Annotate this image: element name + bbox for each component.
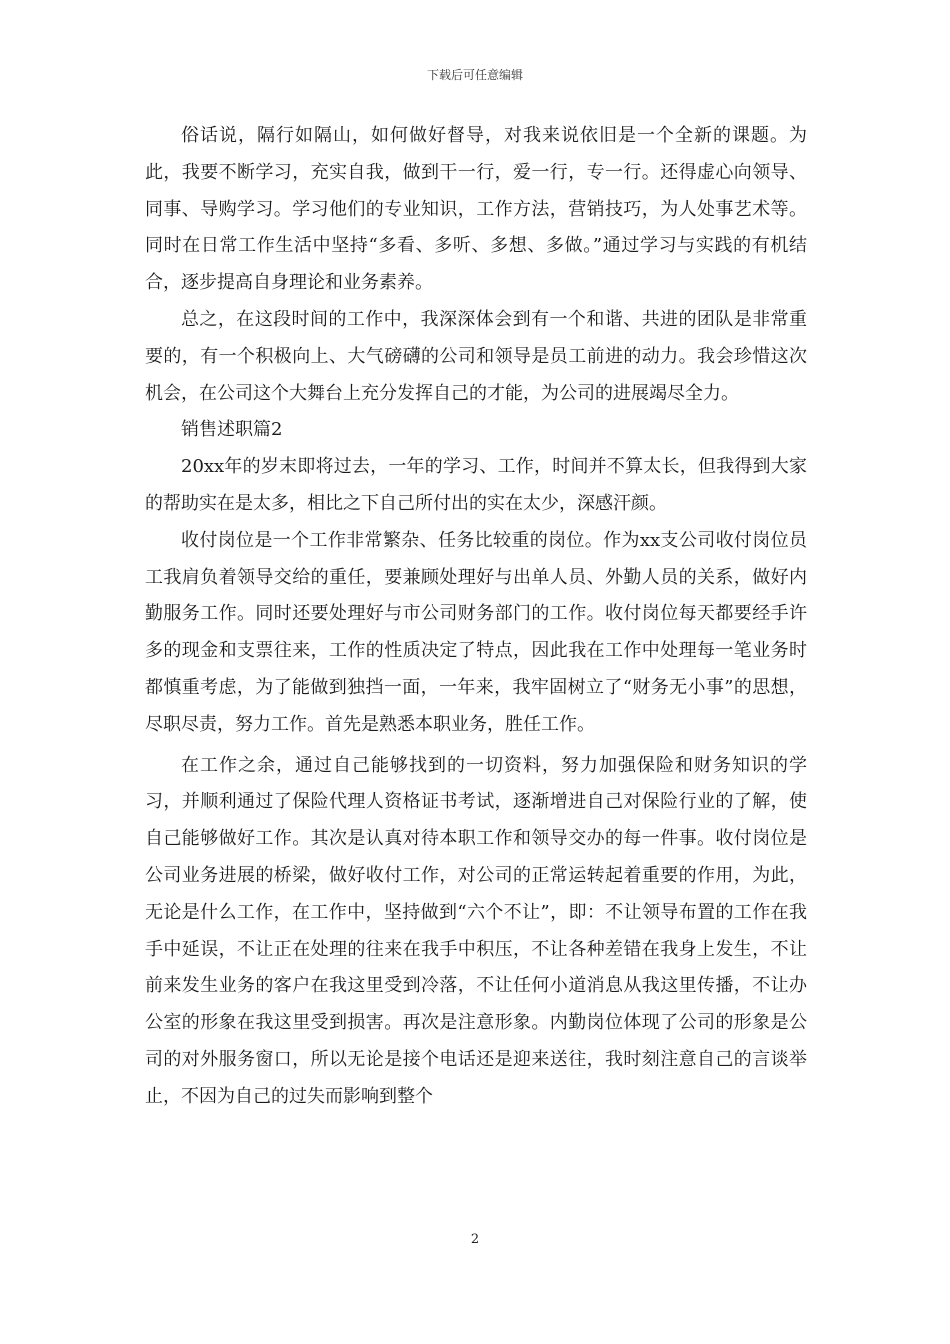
paragraph-work-spare-time: 在工作之余，通过自己能够找到的一切资料，努力加强保险和财务知识的学习，并顺利通过了保险代理人资格证书考试，逐渐增进自己对保险行业的了解，使自己能够做好工作。其次是认真对待本职工作和领导交办的每一件事。收付岗位是公司业务进展的桥梁，做好收付工作，对公司的正常运转起着重要的作用，为此，无论是什么工作，在工作中，坚持做到“六个不让”，即：不让领导布置的工作在我手中延误，不让正在处理的往来在我手中积压，不让各种差错在我身上发生，不让前来发生业务的客户在我这里受到冷落，不让任何小道消息从我这里传播，不让办公室的形象在我这里受到损害。再次是注意形象。内勤岗位体现了公司的形象是公司的对外服务窗口，所以无论是接个电话还是迎来送往，我时刻注意自己的言谈举止，不因为自己的过失而影响到整个 (145, 754, 807, 1107)
paragraph-summary: 总之，在这段时间的工作中，我深深体会到有一个和谐、共进的团队是非常重要的，有一个积极向上、大气磅礴的公司和领导是员工前进的动力。我会珍惜这次机会，在公司这个大舞台上充分发挥自己的才能，为公司的进展竭尽全力。 (145, 308, 807, 404)
section-heading: 销售述职篇2 (181, 419, 283, 441)
page-number: 2 (470, 1232, 480, 1247)
paragraph-year-end: 20xx年的岁末即将过去，一年的学习、工作，时间并不算太长，但我得到大家的帮助实在是太多，相比之下自己所付出的实在太少，深感汗颜。 (145, 456, 807, 514)
document-body (145, 118, 807, 1116)
paragraph-cashier-role: 收付岗位是一个工作非常繁杂、任务比较重的岗位。作为xx支公司收付岗位员工我肩负着领导交给的重任，要兼顾处理好与出单人员、外勤人员的关系，做好内勤服务工作。同时还要处理好与市公司财务部门的工作。收付岗位每天都要经手许多的现金和支票往来，工作的性质决定了特点，因此我在工作中处理每一笔业务时都慎重考虑，为了能做到独挡一面，一年来，我牢固树立了“财务无小事”的思想，尽职尽责，努力工作。首先是熟悉本职业务，胜任工作。 (145, 529, 807, 735)
page-header-note: 下载后可任意编辑 (426, 68, 523, 82)
paragraph-study: 俗话说，隔行如隔山，如何做好督导，对我来说依旧是一个全新的课题。为此，我要不断学习，充实自我，做到干一行，爱一行，专一行。还得虚心向领导、同事、导购学习。学习他们的专业知识，工作方法，营销技巧，为人处事艺术等。同时在日常工作生活中坚持“多看、多听、多想、多做。”通过学习与实践的有机结合，逐步提高自身理论和业务素养。 (145, 125, 807, 294)
